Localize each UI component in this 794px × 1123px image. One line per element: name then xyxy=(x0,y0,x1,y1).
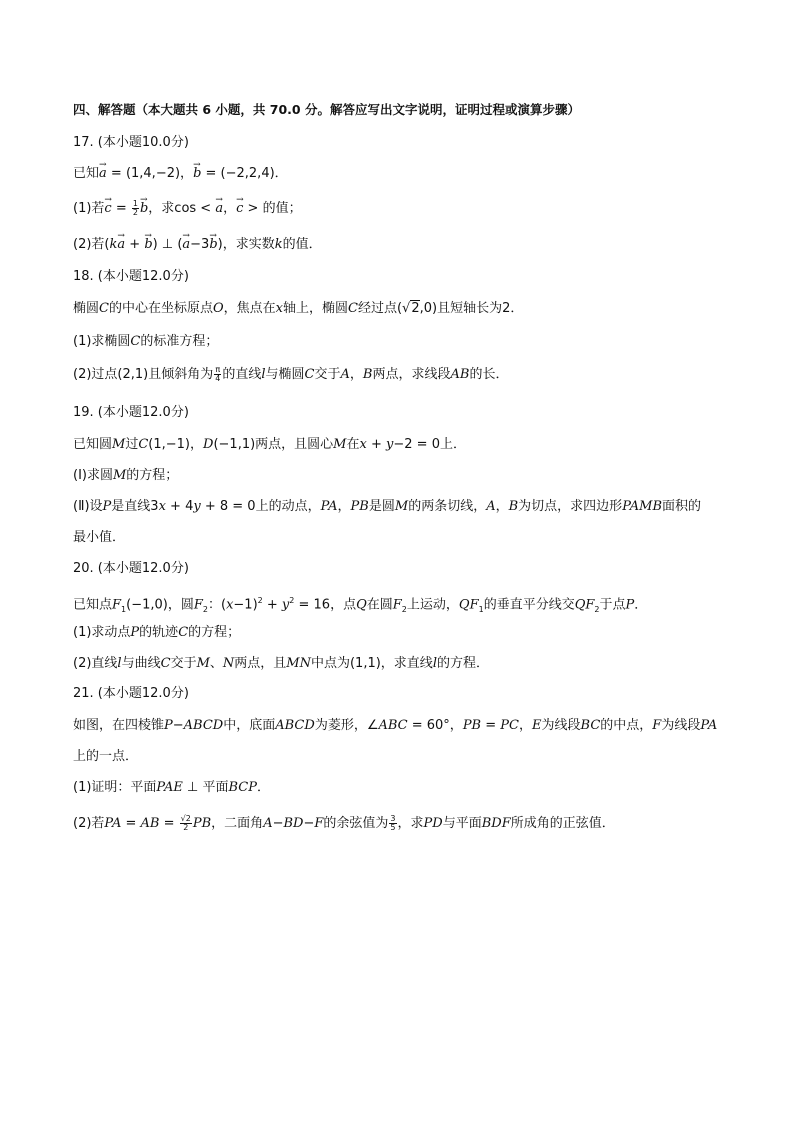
q18-stem: 椭圆C的中心在坐标原点O，焦点在x轴上，椭圆C经过点(√2,0)且短轴长为2． xyxy=(73,301,524,316)
q18-header: 18. (本小题12.0分) xyxy=(73,269,189,284)
q21-part1: (1)证明：平面PAE ⊥ 平面BCP． xyxy=(73,780,270,795)
q17-part2: (2)若(k→ a + → b) ⊥ (→ a−3→ b)，求实数k的值． xyxy=(73,236,322,254)
q17-header: 17. (本小题10.0分) xyxy=(73,135,189,150)
q21-stem-a: 如图，在四棱锥P−ABCD中，底面ABCD为菱形，∠ABC = 60°，PB = PC，E为线段BC的中点，F为线段PA xyxy=(73,718,718,733)
q19-stem: 已知圆M过C(1,−1)，D(−1,1)两点，且圆心M在x + y−2 = 0上． xyxy=(73,437,466,452)
q20-part1: (1)求动点P的轨迹C的方程； xyxy=(73,625,241,640)
q19-header: 19. (本小题12.0分) xyxy=(73,405,189,420)
section-title: 四、解答题（本大题共 6 小题，共 70.0 分。解答应写出文字说明，证明过程或演算步骤） xyxy=(73,102,580,117)
q21-header: 21. (本小题12.0分) xyxy=(73,686,189,701)
q20-header: 20. (本小题12.0分) xyxy=(73,561,189,576)
q17-part1: (1)若→ c = $\frac{1}{2}$ → b，求cos < → a，→ c > 的值； xyxy=(73,200,302,218)
q21-part2: (2)若PA = AB = $\frac{√2}{2}$ PB，二面角A−BD−F的余弦值为 $\frac{3}{5}$ ，求PD与平面BDF所成角的正弦值． xyxy=(73,814,615,832)
q21-stem-b: 上的一点． xyxy=(73,749,139,764)
q17-given: 已知→ a = (1,4,−2)，→ b = (−2,2,4)． xyxy=(73,165,288,183)
q20-part2: (2)直线l与曲线C交于M、N两点，且MN中点为(1,1)，求直线l的方程． xyxy=(73,656,489,671)
q19-part2a: (Ⅱ)设P是直线3x + 4y + 8 = 0上的动点，PA，PB是圆M的两条切线，A，B为切点，求四边形PAMB面积的 xyxy=(73,499,702,514)
q18-part1: (1)求椭圆C的标准方程； xyxy=(73,334,219,349)
q19-part2b: 最小值． xyxy=(73,530,126,545)
q18-part2: (2)过点(2,1)且倾斜角为 $\frac{\pi}{4}$ 的直线l与椭圆C交于A，B两点，求线段AB的长． xyxy=(73,365,509,383)
q19-part1: (Ⅰ)求圆M的方程； xyxy=(73,468,179,483)
q20-stem: 已知点$F_1(-1,0)$，圆$F_2$：$(x-1)^2 + y^2 = 16$，点Q在圆$F_2$上运动，$QF_1$的垂直平分线交$QF_2$于点P． xyxy=(73,596,648,614)
